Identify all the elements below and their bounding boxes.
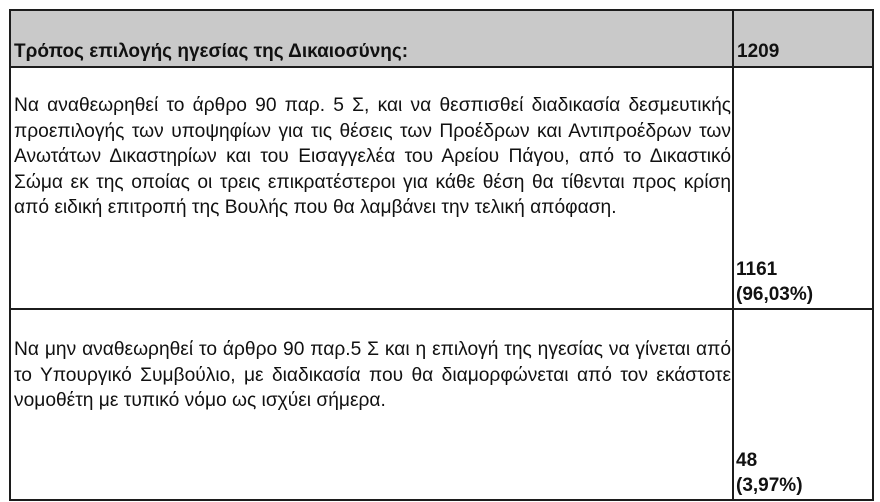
table-row (10, 309, 873, 500)
header-title-cell (10, 10, 733, 67)
total-votes: 1209 (737, 41, 780, 62)
results-table (9, 9, 874, 501)
option-percent: (96,03%) (736, 284, 814, 305)
option-text-cell (10, 67, 733, 309)
option-percent: (3,97%) (736, 475, 803, 496)
option-votes: 48 (736, 450, 758, 471)
table-header-row (10, 10, 873, 67)
option-result (736, 448, 803, 498)
option-result-cell (733, 309, 873, 500)
option-result-cell (733, 67, 873, 309)
header-total-cell (733, 10, 873, 67)
table-row (10, 67, 873, 309)
option-text-cell (10, 309, 733, 500)
option-text: Να αναθεωρηθεί το άρθρο 90 παρ. 5 Σ, και να θεσπισθεί διαδικασία δεσμευτικής προεπιλογής των υποψηφίων για τις θέσεις των Προέδρων και Αντιπροέδρων των Ανωτάτων Δικαστηρίων και του Εισαγγελέα του Αρείου Πάγου, από το Δικαστικό Σώμα εκ της οποίας οι τρεις επικρατέστεροι για κάθε θέση θα τίθενται προς κρίση από ειδική επιτροπή της Βουλής που θα λαμβάνει την τελική απόφαση. (14, 95, 731, 218)
option-votes: 1161 (736, 259, 778, 280)
table-title: Τρόπος επιλογής ηγεσίας της Δικαιοσύνης: (14, 41, 409, 62)
option-text: Να μην αναθεωρηθεί το άρθρο 90 παρ.5 Σ και η επιλογή της ηγεσίας να γίνεται από το Υπουργικό Συμβούλιο, με διαδικασία που θα διαμορφώνεται από τον εκάστοτε νομοθέτη με τυπικό νόμο ως ισχύει σήμερα. (14, 339, 731, 411)
option-result (736, 257, 813, 307)
